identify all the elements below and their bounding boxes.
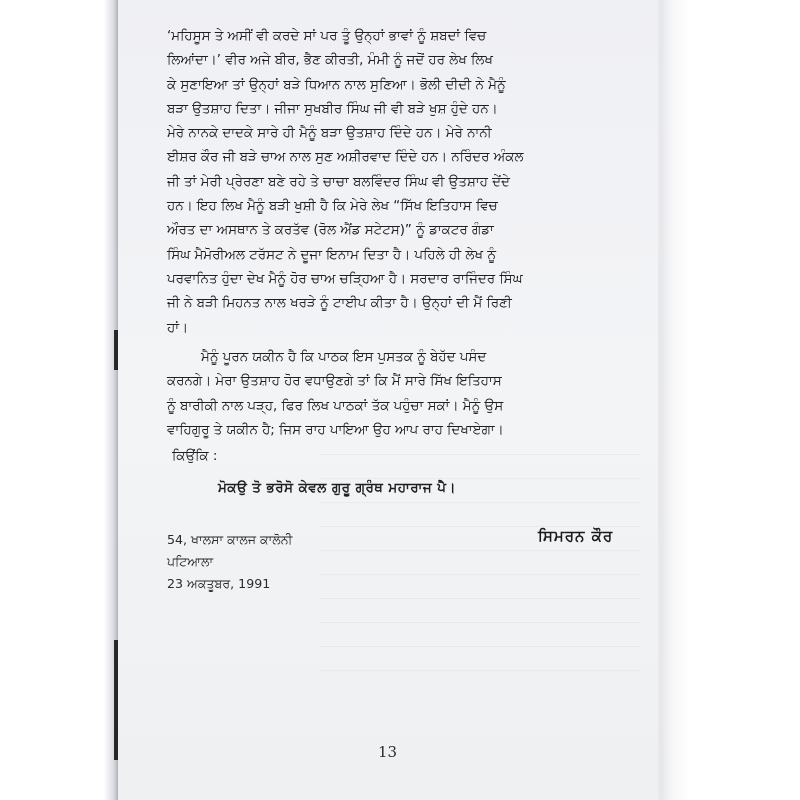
text-line: ਈਸ਼ਰ ਕੌਰ ਜੀ ਬੜੇ ਚਾਅ ਨਾਲ ਸੁਣ ਅਸ਼ੀਰਵਾਦ ਦਿੰਦੇ ਹਨ। ਨਰਿੰਦਰ ਅੰਕਲ [167,150,524,166]
text-line: ਕੇ ਸੁਣਾਇਆ ਤਾਂ ਉਨ੍ਹਾਂ ਬੜੇ ਧਿਆਨ ਨਾਲ ਸੁਣਿਆ। ਭੋਲੀ ਦੀਦੀ ਨੇ ਮੈਨੂੰ [167,77,506,93]
page-number: 13 [378,743,398,761]
text-line: ‘ਮਹਿਸੂਸ ਤੇ ਅਸੀਂ ਵੀ ਕਰਦੇ ਸਾਂ ਪਰ ਤੂੰ ਉਨ੍ਹਾਂ ਭਾਵਾਂ ਨੂੰ ਸ਼ਬਦਾਂ ਵਿਚ [167,29,487,44]
scripture-quote: ਮੋਕਉ ਤੋ ਭਰੋਸੋ ਕੇਵਲ ਗੁਰੂ ਗ੍ਰੰਥ ਮਹਾਰਾਜ ਪੈ। [218,481,456,496]
paragraph-1 [167,25,637,341]
date-line: 23 ਅਕਤੂਬਰ, 1991 [167,576,271,591]
author-signature: ਸਿਮਰਨ ਕੌਰ [538,527,614,545]
author-address [167,529,292,595]
text-line: ਬੜਾ ਉਤਸ਼ਾਹ ਦਿਤਾ। ਜੀਜਾ ਸੁਖਬੀਰ ਸਿੰਘ ਜੀ ਵੀ ਬੜੇ ਖੁਸ਼ ਹੁੰਦੇ ਹਨ। [167,101,498,117]
text-line: ਨੂੰ ਬਾਰੀਕੀ ਨਾਲ ਪੜ੍ਹ, ਫਿਰ ਲਿਖ ਪਾਠਕਾਂ ਤੱਕ ਪਹੁੰਚਾ ਸਕਾਂ। ਮੈਨੂੰ ਉਸ [167,398,504,414]
text-line: ਜੀ ਨੇ ਬੜੀ ਮਿਹਨਤ ਨਾਲ ਖਰੜੇ ਨੂੰ ਟਾਈਪ ਕੀਤਾ ਹੈ। ਉਨ੍ਹਾਂ ਦੀ ਮੈਂ ਰਿਣੀ [167,296,512,312]
text-line: ਹਾਂ। [167,320,189,336]
text-line: ਮੇਰੇ ਨਾਨਕੇ ਦਾਦਕੇ ਸਾਰੇ ਹੀ ਮੈਨੂੰ ਬੜਾ ਉਤਸ਼ਾਹ ਦਿੰਦੇ ਹਨ। ਮੇਰੇ ਨਾਨੀ [167,126,492,142]
address-line: 54, ਖਾਲਸਾ ਕਾਲਜ ਕਾਲੋਨੀ [167,532,293,547]
kyonki-label: ਕਿਉਂਕਿ : [172,449,218,464]
text-line: ਸਿੰਘ ਮੈਮੋਰੀਅਲ ਟਰੱਸਟ ਨੇ ਦੂਜਾ ਇਨਾਮ ਦਿਤਾ ਹੈ। ਪਹਿਲੇ ਹੀ ਲੇਖ ਨੂੰ [167,247,496,263]
text-line: ਜੀ ਤਾਂ ਮੇਰੀ ਪ੍ਰੇਰਣਾ ਬਣੇ ਰਹੇ ਤੇ ਚਾਚਾ ਬਲਵਿੰਦਰ ਸਿੰਘ ਵੀ ਉਤਸ਼ਾਹ ਦੇਂਦੇ [167,174,510,190]
text-line: ਕਰਨਗੇ। ਮੇਰਾ ਉਤਸ਼ਾਹ ਹੋਰ ਵਧਾਉਣਗੇ ਤਾਂ ਕਿ ਮੈਂ ਸਾਰੇ ਸਿੱਖ ਇਤਿਹਾਸ [167,374,502,390]
page-stack-edge [660,0,690,800]
address-line: ਪਟਿਆਲਾ [167,554,214,569]
paragraph-2 [167,346,637,443]
text-line: ਹਨ। ਇਹ ਲਿਖ ਮੈਨੂੰ ਬੜੀ ਖੁਸ਼ੀ ਹੈ ਕਿ ਮੇਰੇ ਲੇਖ “ਸਿੱਖ ਇਤਿਹਾਸ ਵਿਚ [167,199,498,215]
text-line: ਮੈਨੂੰ ਪੂਰਨ ਯਕੀਨ ਹੈ ਕਿ ਪਾਠਕ ਇਸ ਪੁਸਤਕ ਨੂੰ ਬੇਹੱਦ ਪਸੰਦ [201,350,487,365]
text-line: ਔਰਤ ਦਾ ਅਸਥਾਨ ਤੇ ਕਰਤੱਵ (ਰੋਲ ਐਂਡ ਸਟੇਟਸ)” ਨੂੰ ਡਾਕਟਰ ਗੰਡਾ [167,223,494,239]
text-line: ਪਰਵਾਨਿਤ ਹੁੰਦਾ ਦੇਖ ਮੈਨੂੰ ਹੋਰ ਚਾਅ ਚੜ੍ਹਿਆ ਹੈ। ਸਰਦਾਰ ਰਾਜਿੰਦਰ ਸਿੰਘ [167,271,523,287]
show-through-text [320,440,640,690]
text-line: ਲਿਆਂਦਾ।’ ਵੀਰ ਅਜੇ ਬੀਰ, ਭੈਣ ਕੀਰਤੀ, ਮੰਮੀ ਨੂੰ ਜਦੋਂ ਹਰ ਲੇਖ ਲਿਖ [167,53,493,69]
text-line: ਵਾਹਿਗੁਰੂ ਤੇ ਯਕੀਨ ਹੈ; ਜਿਸ ਰਾਹ ਪਾਇਆ ਉਹ ਆਪ ਰਾਹ ਦਿਖਾਏਗਾ। [167,422,504,438]
